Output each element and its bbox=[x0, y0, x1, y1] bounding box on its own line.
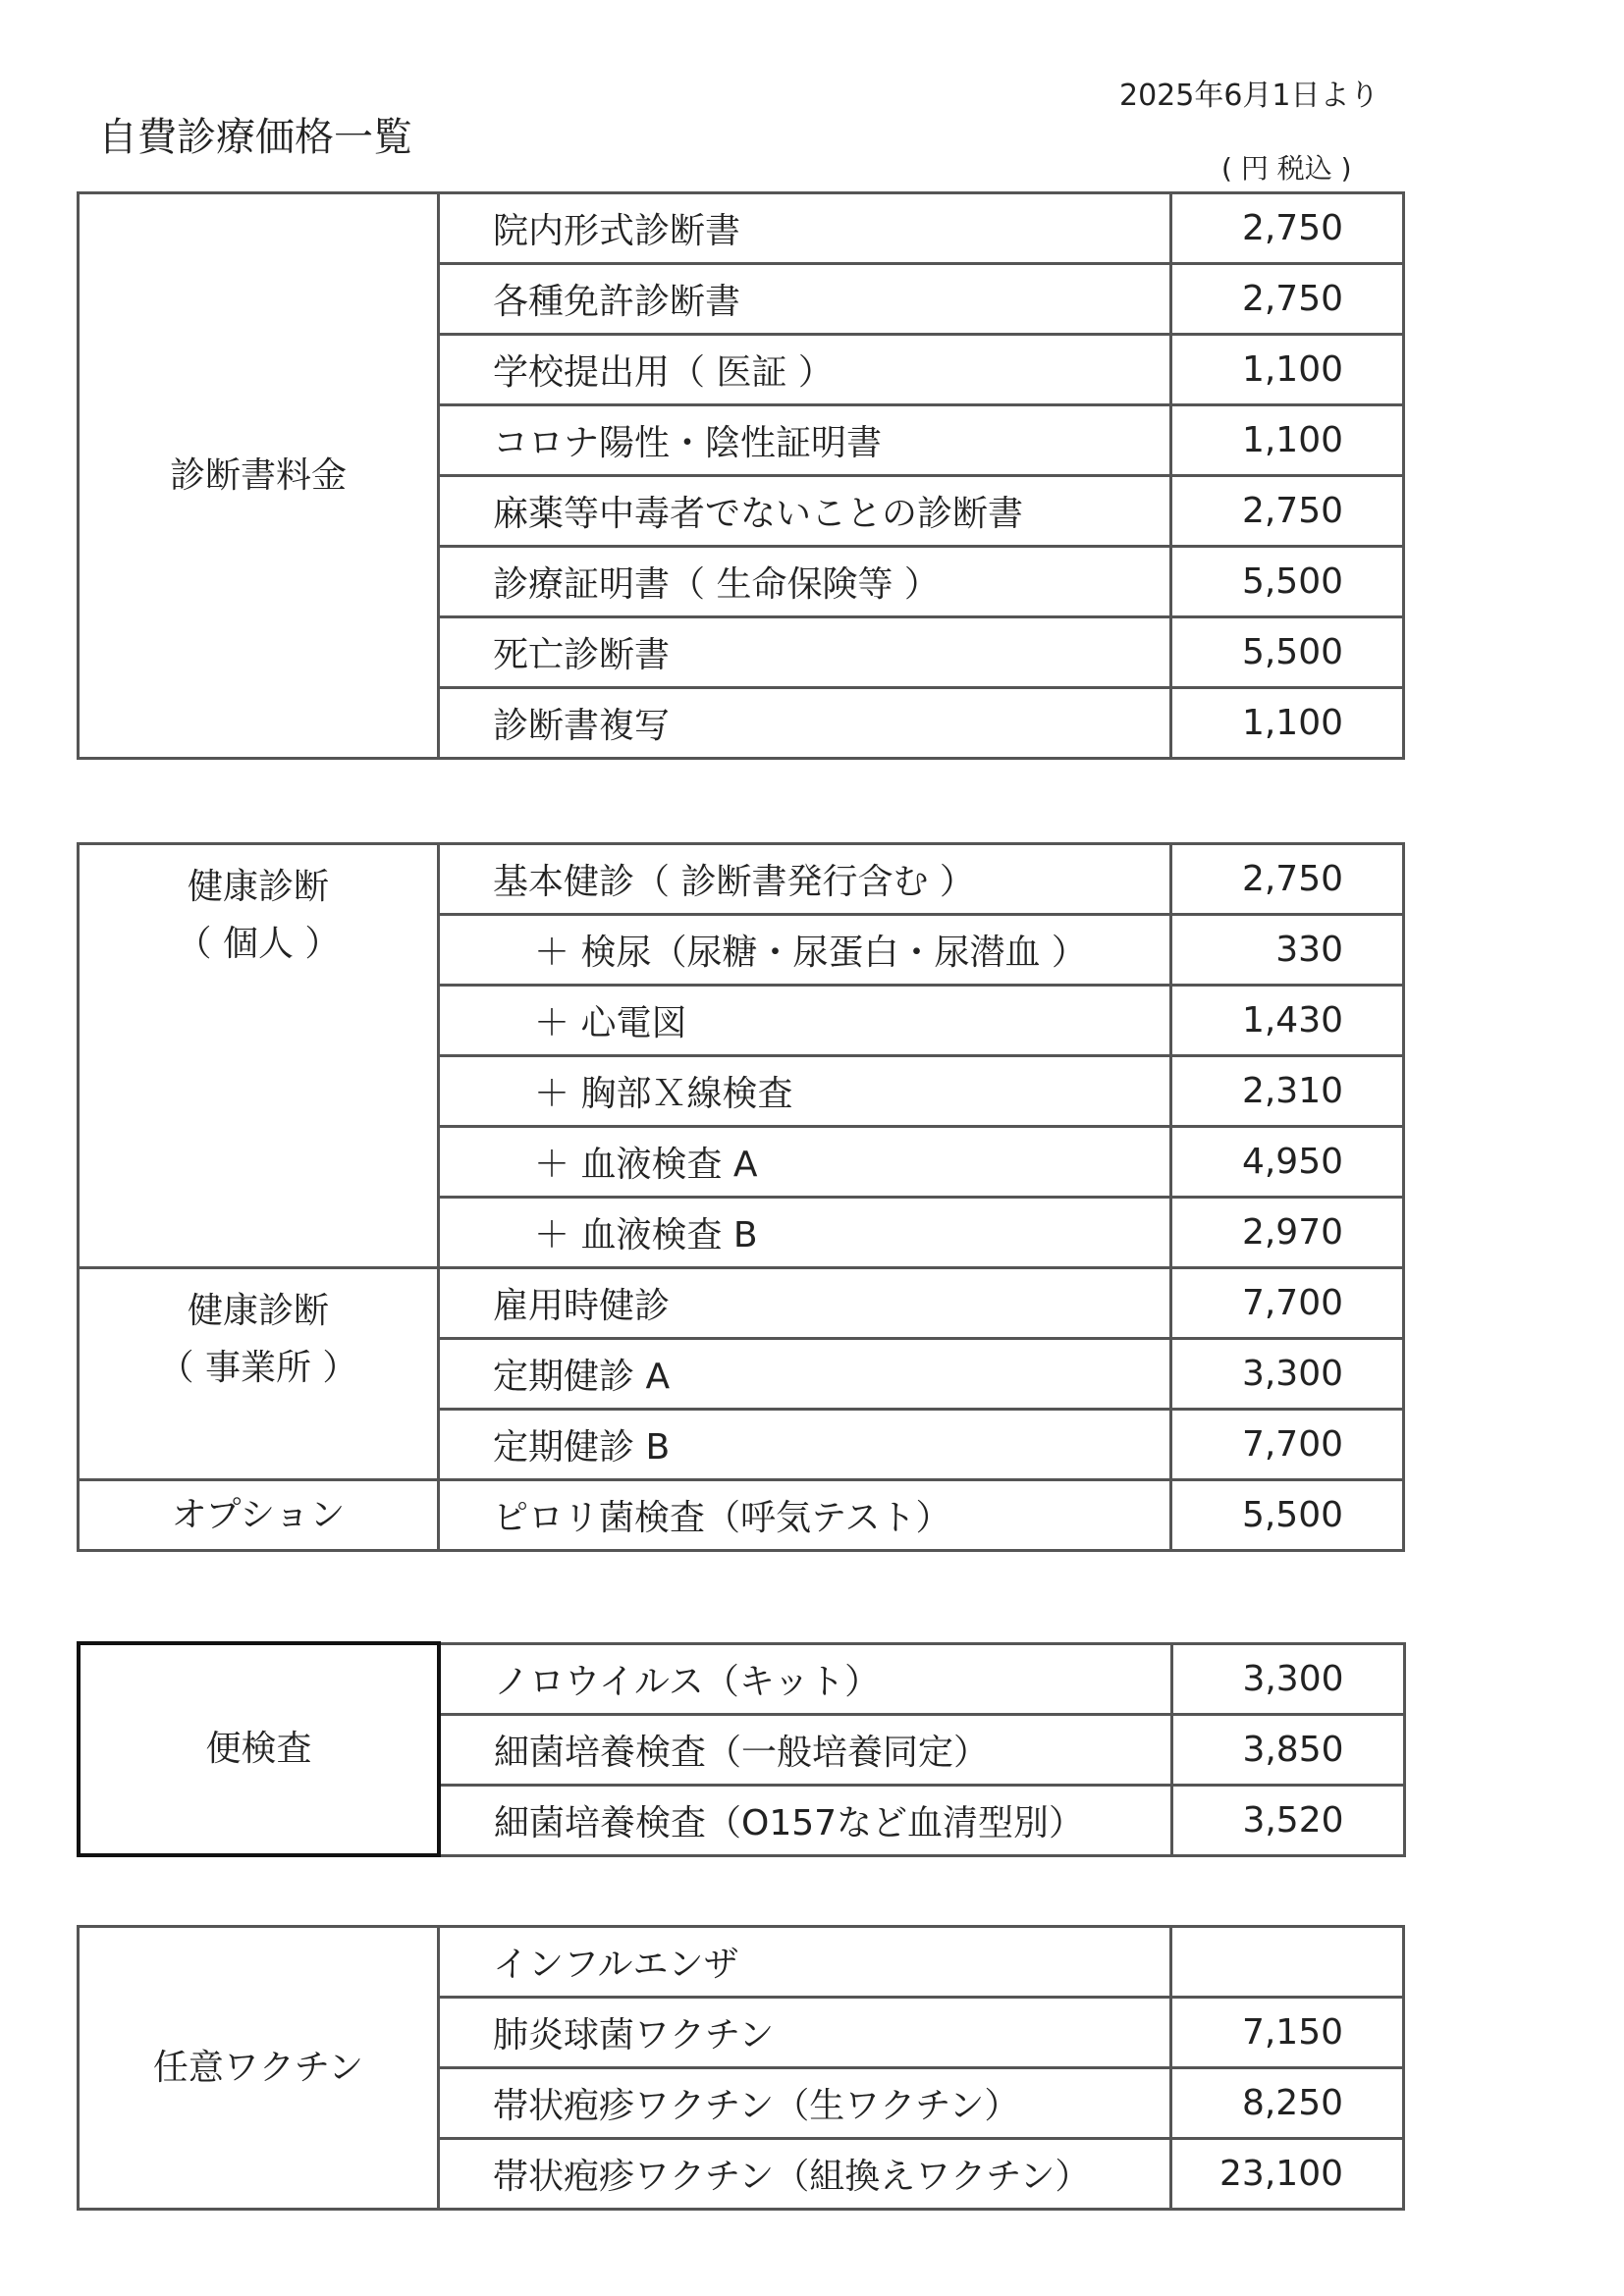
health-checkup-table bbox=[77, 842, 1405, 1552]
item-name: 各種免許診断書 bbox=[439, 264, 1171, 335]
category-cell bbox=[79, 844, 439, 1268]
item-name: ピロリ菌検査（呼気テスト） bbox=[439, 1480, 1171, 1551]
item-price: 3,850 bbox=[1171, 1714, 1404, 1785]
category-label: 診断書料金 bbox=[169, 454, 347, 496]
item-name: 診断書複写 bbox=[439, 688, 1171, 759]
item-price: 5,500 bbox=[1171, 547, 1404, 617]
item-price bbox=[1171, 1927, 1404, 1998]
item-price: 7,700 bbox=[1171, 1268, 1404, 1339]
item-price: 1,100 bbox=[1171, 405, 1404, 476]
item-price: 5,500 bbox=[1171, 1480, 1404, 1551]
item-name: 定期健診 A bbox=[439, 1339, 1171, 1410]
item-name: 帯状疱疹ワクチン（生ワクチン） bbox=[439, 2068, 1171, 2139]
page-title: 自費診療価格一覧 bbox=[98, 115, 412, 160]
item-name: ノロウイルス（キット） bbox=[439, 1643, 1171, 1714]
category-label: 健康診断 bbox=[187, 1291, 329, 1331]
item-price: 3,520 bbox=[1171, 1785, 1404, 1855]
item-name: 定期健診 B bbox=[439, 1410, 1171, 1480]
effective-date: 2025年6月1日より bbox=[1119, 79, 1380, 113]
item-name: ＋ 血液検査 A bbox=[439, 1127, 1171, 1198]
category-cell bbox=[79, 193, 439, 759]
item-price: 7,700 bbox=[1171, 1410, 1404, 1480]
category-cell bbox=[79, 1927, 439, 2210]
item-name: インフルエンザ bbox=[439, 1927, 1171, 1998]
diagnosis-fee-table bbox=[77, 191, 1405, 760]
price-unit-note: ( 円 税込 ) bbox=[1221, 152, 1352, 185]
table-row bbox=[79, 193, 1404, 264]
category-label: オプション bbox=[171, 1494, 346, 1535]
category-sublabel: （ 事業所 ） bbox=[158, 1347, 358, 1388]
category-cell bbox=[79, 1643, 439, 1855]
item-price: 8,250 bbox=[1171, 2068, 1404, 2139]
item-name: ＋ 心電図 bbox=[439, 986, 1171, 1056]
item-name: ＋ 胸部Ｘ線検査 bbox=[439, 1056, 1171, 1127]
item-price: 2,970 bbox=[1171, 1198, 1404, 1268]
vaccine-table bbox=[77, 1925, 1405, 2211]
item-name: 院内形式診断書 bbox=[439, 193, 1171, 264]
table-row bbox=[79, 1927, 1404, 1998]
table-row bbox=[79, 844, 1404, 915]
item-price: 5,500 bbox=[1171, 617, 1404, 688]
item-price: 7,150 bbox=[1171, 1998, 1404, 2068]
item-name: ＋ 血液検査 B bbox=[439, 1198, 1171, 1268]
item-name: 診療証明書（ 生命保険等 ） bbox=[439, 547, 1171, 617]
stool-test-table bbox=[77, 1641, 1406, 1857]
category-cell bbox=[79, 1480, 439, 1551]
item-name: 学校提出用（ 医証 ） bbox=[439, 335, 1171, 405]
category-label: 任意ワクチン bbox=[152, 2047, 364, 2088]
item-name: 基本健診（ 診断書発行含む ） bbox=[439, 844, 1171, 915]
item-name: 帯状疱疹ワクチン（組換えワクチン） bbox=[439, 2139, 1171, 2210]
item-price: 1,430 bbox=[1171, 986, 1404, 1056]
item-name: 雇用時健診 bbox=[439, 1268, 1171, 1339]
item-price: 1,100 bbox=[1171, 335, 1404, 405]
item-price: 2,750 bbox=[1171, 264, 1404, 335]
item-name: 麻薬等中毒者でないことの診断書 bbox=[439, 476, 1171, 547]
item-price: 2,750 bbox=[1171, 476, 1404, 547]
item-price: 3,300 bbox=[1171, 1643, 1404, 1714]
item-price: 3,300 bbox=[1171, 1339, 1404, 1410]
category-cell bbox=[79, 1268, 439, 1480]
item-price: 1,100 bbox=[1171, 688, 1404, 759]
category-label: 健康診断 bbox=[187, 867, 329, 907]
item-name: 細菌培養検査（一般培養同定） bbox=[439, 1714, 1171, 1785]
table-row bbox=[79, 1643, 1404, 1714]
table-row bbox=[79, 1480, 1404, 1551]
item-price: 2,750 bbox=[1171, 844, 1404, 915]
category-sublabel: （ 個人 ） bbox=[176, 923, 341, 964]
item-name: 肺炎球菌ワクチン bbox=[439, 1998, 1171, 2068]
item-price: 4,950 bbox=[1171, 1127, 1404, 1198]
table-row bbox=[79, 1268, 1404, 1339]
item-name: ＋ 検尿（尿糖・尿蛋白・尿潜血 ） bbox=[439, 915, 1171, 986]
item-price: 2,310 bbox=[1171, 1056, 1404, 1127]
item-price: 23,100 bbox=[1171, 2139, 1404, 2210]
item-name: コロナ陽性・陰性証明書 bbox=[439, 405, 1171, 476]
item-price: 330 bbox=[1171, 915, 1404, 986]
item-price: 2,750 bbox=[1171, 193, 1404, 264]
item-name: 死亡診断書 bbox=[439, 617, 1171, 688]
category-label: 便検査 bbox=[205, 1729, 312, 1770]
item-name: 細菌培養検査（O157など血清型別） bbox=[439, 1785, 1171, 1855]
